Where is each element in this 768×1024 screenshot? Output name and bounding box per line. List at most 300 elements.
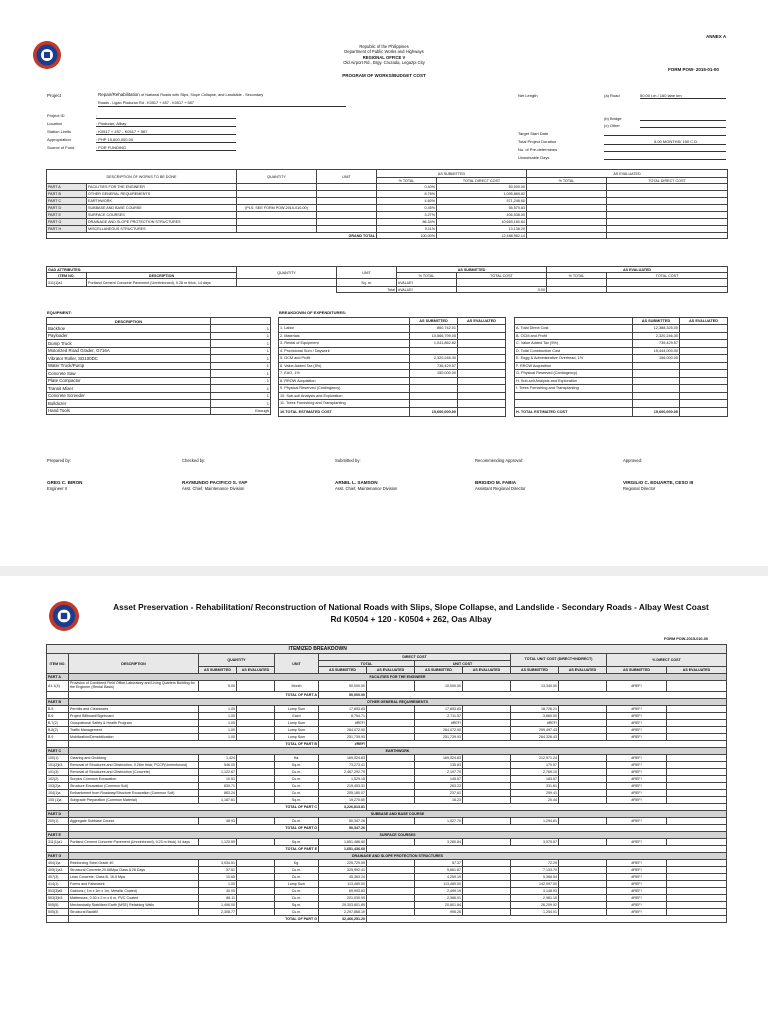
item-total-evaluated <box>367 818 415 825</box>
item-unitcost-submitted: #REF! <box>415 720 463 727</box>
item-unitcost-submitted: 57.37 <box>415 860 463 867</box>
item-unitcost-evaluated <box>463 839 511 846</box>
republic: Republic of the Philippines <box>359 44 409 49</box>
works-pct: 8.76% <box>377 191 437 198</box>
col-total-evaluated: AS EVALUATED <box>367 667 415 674</box>
works-cost: 55,570.83 <box>437 205 527 212</box>
target-start-label: Target Start Date <box>518 131 549 136</box>
works-desc: OTHER GENERAL REQUIREMENTS <box>87 191 237 198</box>
itemized-item-row <box>47 895 727 902</box>
item-tuc-submitted: #REF! <box>511 720 559 727</box>
works-pct-evaluated <box>527 212 607 219</box>
item-no: B.7(2) <box>47 720 69 727</box>
item-unitcost-submitted: 995.26 <box>415 909 463 916</box>
item-unitcost-evaluated <box>463 909 511 916</box>
works-pct: 0.40% <box>377 184 437 191</box>
item-total-submitted: 8,754.71 <box>319 713 367 720</box>
breakdown-label: D. Total Construction Cost <box>515 347 633 355</box>
item-qty-evaluated <box>237 874 275 881</box>
breakdown-right-row <box>515 385 728 393</box>
gad-item-desc: Portland Cement Concrete Pavement (Unreinforced), 0.28 m thick, 14 days <box>87 279 237 287</box>
item-unitcost-submitted: 20,801.84 <box>415 902 463 909</box>
works-unit <box>317 226 377 233</box>
breakdown-left-row <box>279 347 506 355</box>
program-title: PROGRAM OF WORKS/BUDGET COST <box>342 73 426 78</box>
works-row <box>47 219 728 226</box>
works-col-quantity: QUANTITY <box>237 170 317 184</box>
part-desc: FACILITIES FOR THE ENGINEER <box>69 674 727 681</box>
bridge-label: (b) Bridge <box>604 116 622 121</box>
item-unitcost-submitted: 3,280.84 <box>415 839 463 846</box>
item-unitcost-evaluated <box>463 874 511 881</box>
item-tuc-submitted: 13,340.00 <box>511 681 559 692</box>
breakdown-value: 15,444,000.00 <box>633 347 680 355</box>
item-pct-evaluated <box>667 706 727 713</box>
works-qty <box>237 212 317 219</box>
item-qty-evaluated <box>237 888 275 895</box>
signatory-title: Assistant Regional Director <box>475 485 526 491</box>
item-total-submitted: 17,853.83 <box>319 706 367 713</box>
gad-col-cost-submitted: TOTAL COST <box>457 273 547 279</box>
item-pct-evaluated <box>667 755 727 762</box>
breakdown-evaluated <box>458 400 506 408</box>
item-unitcost-evaluated <box>463 720 511 727</box>
dpwh-seal-icon <box>32 40 62 70</box>
breakdown-evaluated <box>680 370 728 378</box>
breakdown-value <box>633 377 680 385</box>
equipment-row <box>47 370 271 378</box>
total-blank <box>367 741 727 748</box>
item-desc: Permits and Clearances <box>69 706 199 713</box>
breakdown-label <box>515 392 633 400</box>
part-desc: SURFACE COURSES <box>69 832 727 839</box>
item-no: 102(2) <box>47 776 69 783</box>
signatory-role: Recommending Approval: <box>475 458 523 463</box>
item-tuc-evaluated <box>559 776 607 783</box>
works-cost: 1,095,869.82 <box>437 191 527 198</box>
breakdown-value <box>410 400 458 408</box>
item-qty-submitted: 1.00 <box>199 881 237 888</box>
gad-col-as-evaluated: AS EVALUATED <box>547 267 728 273</box>
itemized-item-row <box>47 681 727 692</box>
breakdown-evaluated <box>458 392 506 400</box>
works-desc: FACILITIES FOR THE ENGINEER <box>87 184 237 191</box>
equipment-name: Plate Compactor <box>47 377 211 385</box>
breakdown-right-row <box>515 325 728 333</box>
works-qty <box>237 219 317 226</box>
col-total: TOTAL <box>319 661 415 667</box>
item-qty-evaluated <box>237 790 275 797</box>
works-qty <box>237 191 317 198</box>
item-qty-evaluated <box>237 769 275 776</box>
breakdown-value <box>410 392 458 400</box>
equipment-qty: 1 <box>211 400 271 408</box>
item-no: 405(1)a3 <box>47 867 69 874</box>
item-total-evaluated <box>367 895 415 902</box>
item-no: 101(2)b3 <box>47 762 69 769</box>
item-unitcost-submitted: 2,366.01 <box>415 895 463 902</box>
item-qty-evaluated <box>237 860 275 867</box>
item-unitcost-submitted: 17,853.83 <box>415 706 463 713</box>
item-total-submitted: 201,030.09 <box>319 895 367 902</box>
breakdown-right-row <box>515 362 728 370</box>
works-col-description: DESCRIPTION OF WORKS TO BE DONE <box>47 170 237 184</box>
item-qty-evaluated <box>237 727 275 734</box>
breakdown-right-row <box>515 377 728 385</box>
equipment-qty: 1 <box>211 385 271 393</box>
item-pct-submitted: #REF! <box>607 720 667 727</box>
item-total-evaluated <box>367 720 415 727</box>
total-value: #REF! <box>319 741 367 748</box>
item-tuc-submitted: 18,726.21 <box>511 706 559 713</box>
item-total-submitted: #REF! <box>319 720 367 727</box>
road-value: 50.00 l.m / 160 lane km <box>640 93 726 99</box>
item-unitcost-evaluated <box>463 790 511 797</box>
works-part: PART A <box>47 184 87 191</box>
item-total-evaluated <box>367 839 415 846</box>
item-desc: Portland Cement Concrete Pavement (Unreinforced), 0.23 m thick) 14 days <box>69 839 199 846</box>
itemized-item-row <box>47 860 727 867</box>
signatory-name: BRIGIDO M. FABIA <box>475 480 517 486</box>
signatory-name: GREG C. BIRON <box>47 480 83 486</box>
item-pct-evaluated <box>667 909 727 916</box>
item-qty-submitted: 86.11 <box>199 895 237 902</box>
itemized-item-row <box>47 902 727 909</box>
works-qty: (PLS. SEE FORM POW-2015-010-00) <box>237 205 317 212</box>
item-pct-evaluated <box>667 881 727 888</box>
breakdown-label: 4. Provisional Sum / Daywork <box>279 347 410 355</box>
breakdown-evaluated <box>680 377 728 385</box>
item-qty-evaluated <box>237 776 275 783</box>
part-item: PART E <box>47 832 69 839</box>
item-pct-evaluated <box>667 727 727 734</box>
item-unit: Lump Sum <box>275 734 319 741</box>
works-unit <box>317 184 377 191</box>
item-qty-submitted: 10.51 <box>199 776 237 783</box>
equipment-name: Backhoe <box>47 325 211 333</box>
unworkable-value <box>604 155 726 160</box>
item-unitcost-evaluated <box>463 755 511 762</box>
itemized-part-row <box>47 748 727 755</box>
equipment-qty: 1 <box>211 325 271 333</box>
item-pct-submitted: #REF! <box>607 909 667 916</box>
item-pct-evaluated <box>667 734 727 741</box>
item-unitcost-evaluated <box>463 713 511 720</box>
gad-col-description: DESCRIPTION <box>87 273 237 279</box>
equipment-row <box>47 355 271 363</box>
breakdown-evaluated <box>680 355 728 363</box>
breakdown-evaluated <box>680 325 728 333</box>
item-tuc-submitted: 3,660.00 <box>511 713 559 720</box>
item-unit: Cu.m. <box>275 790 319 797</box>
item-no: 103(2)a <box>47 783 69 790</box>
item-unitcost-evaluated <box>463 888 511 895</box>
itemized-item-row <box>47 713 727 720</box>
item-total-submitted: 2,297,868.19 <box>319 909 367 916</box>
works-pct-evaluated <box>527 226 607 233</box>
item-pct-submitted: #REF! <box>607 776 667 783</box>
item-total-evaluated <box>367 706 415 713</box>
item-unitcost-evaluated <box>463 734 511 741</box>
equipment-row <box>47 362 271 370</box>
total-value: 32,466,251.20 <box>319 916 367 923</box>
item-pct-evaluated <box>667 888 727 895</box>
item-unitcost-evaluated <box>463 727 511 734</box>
item-no: 503(3)b3 <box>47 895 69 902</box>
works-cost: 406,538.00 <box>437 212 527 219</box>
item-tuc-submitted: 1,254.01 <box>511 909 559 916</box>
item-qty-submitted: 48.93 <box>199 818 237 825</box>
item-tuc-submitted: 7,133.70 <box>511 867 559 874</box>
item-tuc-submitted: 72.29 <box>511 860 559 867</box>
breakdown-left-row <box>279 370 506 378</box>
item-unitcost-evaluated <box>463 797 511 804</box>
col-tuc-evaluated: AS EVALUATED <box>559 667 607 674</box>
item-total-submitted: 113,480.00 <box>319 881 367 888</box>
item-total-submitted: 225,729.59 <box>319 860 367 867</box>
works-pct: 4.60% <box>377 198 437 205</box>
item-unit: Lump Sum <box>275 881 319 888</box>
item-pct-submitted: #REF! <box>607 867 667 874</box>
item-qty-evaluated <box>237 755 275 762</box>
item-total-submitted: 264,072.00 <box>319 727 367 734</box>
part-desc: OTHER GENERAL REQUIREMENTS <box>69 699 727 706</box>
item-tuc-evaluated <box>559 706 607 713</box>
item-qty-submitted: 546.00 <box>199 762 237 769</box>
item-unitcost-evaluated <box>463 818 511 825</box>
item-tuc-evaluated <box>559 755 607 762</box>
works-part: PART H <box>47 226 87 233</box>
appropriation-value: : PHP 15,600,000.00 <box>96 137 236 143</box>
project-id-value: : <box>96 113 236 119</box>
itemized-item-row <box>47 790 727 797</box>
col-total-unit-cost: TOTAL UNIT COST (DIRECT+INDIRECT) <box>511 654 607 667</box>
item-qty-submitted: 1,122.67 <box>199 769 237 776</box>
item-no: B.6 <box>47 713 69 720</box>
item-pct-submitted: #REF! <box>607 860 667 867</box>
total-blank <box>47 846 69 853</box>
item-unit: Cu.m. <box>275 769 319 776</box>
part-item: PART D <box>47 811 69 818</box>
item-unitcost-submitted: 2,499.19 <box>415 888 463 895</box>
works-qty <box>237 198 317 205</box>
itemized-item-row <box>47 755 727 762</box>
col-unit: UNIT <box>275 654 319 674</box>
breakdown-evaluated <box>458 355 506 363</box>
itemized-title <box>275 645 727 654</box>
source-label: Source of Fund <box>47 145 75 150</box>
works-cost: 10,669,160.84 <box>437 219 527 226</box>
breakdown-label: A. Total Direct Cost <box>515 325 633 333</box>
item-tuc-submitted: 212,971.24 <box>511 755 559 762</box>
item-total-evaluated <box>367 734 415 741</box>
item-unitcost-submitted: 4,259.19 <box>415 874 463 881</box>
item-tuc-submitted: 170.57 <box>511 762 559 769</box>
item-qty-submitted: 1.00 <box>199 720 237 727</box>
item-unitcost-submitted: 169,024.83 <box>415 755 463 762</box>
item-total-submitted: 2,467,292.79 <box>319 769 367 776</box>
item-tuc-evaluated <box>559 839 607 846</box>
item-pct-evaluated <box>667 895 727 902</box>
item-pct-evaluated <box>667 681 727 692</box>
total-blank <box>47 825 69 832</box>
page2-title-1: Asset Preservation - Rehabilitation/ Reconstruction of National Roads with Slips, Slope Collapse, and Landslide - Secondary Roads - Albay West Coast <box>113 602 709 612</box>
breakdown-value <box>410 385 458 393</box>
itemized-part-row <box>47 832 727 839</box>
breakdown-evaluated <box>680 362 728 370</box>
itemized-item-row <box>47 734 727 741</box>
itemized-table <box>46 644 727 923</box>
col-pct-evaluated: AS EVALUATED <box>667 667 727 674</box>
item-total-evaluated <box>367 783 415 790</box>
equipment-name: Dump Truck <box>47 340 211 348</box>
itemized-part-row <box>47 674 727 681</box>
item-unitcost-evaluated <box>463 895 511 902</box>
breakdown-value: 12,388,325.00 <box>633 325 680 333</box>
gad-table <box>46 266 728 293</box>
item-qty-submitted: 1,424 <box>199 755 237 762</box>
item-unit: Ha. <box>275 755 319 762</box>
item-qty-submitted: 30.00 <box>199 888 237 895</box>
item-total-submitted: 219,453.31 <box>319 783 367 790</box>
item-desc: Structural Concrete,20.68Mpa Class A 28 Days <box>69 867 199 874</box>
item-tuc-evaluated <box>559 797 607 804</box>
item-total-evaluated <box>367 881 415 888</box>
item-pct-submitted: #REF! <box>607 734 667 741</box>
breakdown-left-row <box>279 362 506 370</box>
total-label: TOTAL OF PART C <box>69 804 319 811</box>
item-desc: Mechanically Stabilized Earth (MSE) Retaining Walls <box>69 902 199 909</box>
breakdown-evaluated <box>680 347 728 355</box>
equipment-qty: 1 <box>211 332 271 340</box>
breakdown-evaluated <box>458 370 506 378</box>
gad-item-unit: Sq. m. <box>337 279 397 287</box>
item-unitcost-evaluated <box>463 860 511 867</box>
signatory-title: Engineer II <box>47 485 68 491</box>
breakdown-right-total-value: 15,600,000.00 <box>633 407 680 416</box>
total-value: 1,651,436.60 <box>319 846 367 853</box>
itemized-item-row <box>47 769 727 776</box>
breakdown-right-col-submitted: AS SUBMITTED <box>633 318 680 325</box>
works-row <box>47 198 728 205</box>
item-desc: Clearing and Grubbing <box>69 755 199 762</box>
total-value: 50,000.00 <box>319 692 367 699</box>
signatory <box>475 458 526 491</box>
breakdown-evaluated <box>458 347 506 355</box>
total-blank <box>47 916 69 923</box>
item-tuc-evaluated <box>559 818 607 825</box>
no-predone-label: No. of Pre-determines <box>518 147 558 152</box>
item-unitcost-evaluated <box>463 706 511 713</box>
item-desc: Surplus Common Excavation <box>69 776 199 783</box>
item-unitcost-evaluated <box>463 681 511 692</box>
item-pct-evaluated <box>667 818 727 825</box>
breakdown-right-row <box>515 400 728 408</box>
item-pct-evaluated <box>667 783 727 790</box>
itemized-title-text: ITEMIZED BREAKDOWN <box>288 646 347 652</box>
itemized-total-row <box>47 916 727 923</box>
item-tuc-submitted: 299,497.43 <box>511 727 559 734</box>
item-unit: Cu.m. <box>275 818 319 825</box>
project-repair: Repair/Rehabilitation <box>98 92 140 97</box>
item-qty-evaluated <box>237 839 275 846</box>
equipment-name: Transit Mixer <box>47 385 211 393</box>
works-part: PART E <box>47 212 87 219</box>
item-desc: Forms and Falsework <box>69 881 199 888</box>
item-tuc-submitted: 331.61 <box>511 783 559 790</box>
breakdown-evaluated <box>458 332 506 340</box>
item-total-evaluated <box>367 755 415 762</box>
project-label: Project <box>47 93 62 98</box>
item-pct-submitted: #REF! <box>607 874 667 881</box>
project-value-2: Roads - Ligao Pioduran Rd - K0517 + 457 - K0517 + 587 <box>98 101 346 107</box>
item-unitcost-submitted: 135.83 <box>415 762 463 769</box>
item-tuc-submitted: 3,575.67 <box>511 839 559 846</box>
itemized-total-row <box>47 846 727 853</box>
works-cost-evaluated <box>607 198 728 205</box>
item-pct-submitted: #REF! <box>607 755 667 762</box>
item-unitcost-evaluated <box>463 867 511 874</box>
works-cost: 13,136.20 <box>437 226 527 233</box>
item-tuc-submitted: 20.44 <box>511 797 559 804</box>
page2-title-2: Rd K0504 + 120 - K0504 + 262, Oas Albay <box>330 614 492 624</box>
works-unit <box>317 219 377 226</box>
item-pct-evaluated <box>667 720 727 727</box>
item-unitcost-submitted: 2,197.70 <box>415 769 463 776</box>
item-tuc-submitted: 264,326.43 <box>511 734 559 741</box>
item-desc: Removal of Structures and Obstruction (Concrete) <box>69 769 199 776</box>
breakdown-value: 156,000.00 <box>633 355 680 363</box>
works-cost: 50,000.00 <box>437 184 527 191</box>
gad-col-quantity: QUANTITY <box>237 267 337 279</box>
item-qty-evaluated <box>237 895 275 902</box>
item-tuc-submitted: 2,769.10 <box>511 769 559 776</box>
item-tuc-evaluated <box>559 713 607 720</box>
item-total-evaluated <box>367 909 415 916</box>
signatory-name: ARNEL L. SAMSON <box>335 480 378 486</box>
item-unit: Cu.m. <box>275 909 319 916</box>
col-total-submitted: AS SUBMITTED <box>319 667 367 674</box>
equipment-row <box>47 385 271 393</box>
item-total-evaluated <box>367 762 415 769</box>
item-qty-submitted: 1.00 <box>199 734 237 741</box>
signatory-role: Submitted by: <box>335 458 361 463</box>
works-pct-evaluated <box>527 205 607 212</box>
equipment-name: Payloader <box>47 332 211 340</box>
breakdown-right-total-label: H. TOTAL ESTIMATED COST <box>515 407 633 416</box>
part-item: PART A <box>47 674 69 681</box>
item-unit: Sq.m. <box>275 902 319 909</box>
works-col-cost-submitted: TOTAL DIRECT COST <box>437 178 527 184</box>
total-blank <box>47 804 69 811</box>
item-pct-submitted: #REF! <box>607 769 667 776</box>
works-pct-evaluated <box>527 184 607 191</box>
item-unitcost-submitted: 251,739.93 <box>415 734 463 741</box>
works-desc: MISCELLANEOUS STRUCTURES <box>87 226 237 233</box>
gad-total-cost: 0.00 <box>457 287 547 293</box>
works-desc: SUBBASE AND BASE COURSE <box>87 205 237 212</box>
item-qty-submitted: 1.00 <box>199 713 237 720</box>
equipment-name: Concrete Screeder <box>47 392 211 400</box>
other-label: (c) Other <box>604 123 620 128</box>
item-no: A1.1(4) <box>47 681 69 692</box>
item-unit: Cu.m. <box>275 776 319 783</box>
equipment-row <box>47 347 271 355</box>
total-blank <box>367 692 727 699</box>
works-part: PART B <box>47 191 87 198</box>
works-grand-total-label: GRAND TOTAL <box>47 233 377 239</box>
works-cost: 571,246.60 <box>437 198 527 205</box>
